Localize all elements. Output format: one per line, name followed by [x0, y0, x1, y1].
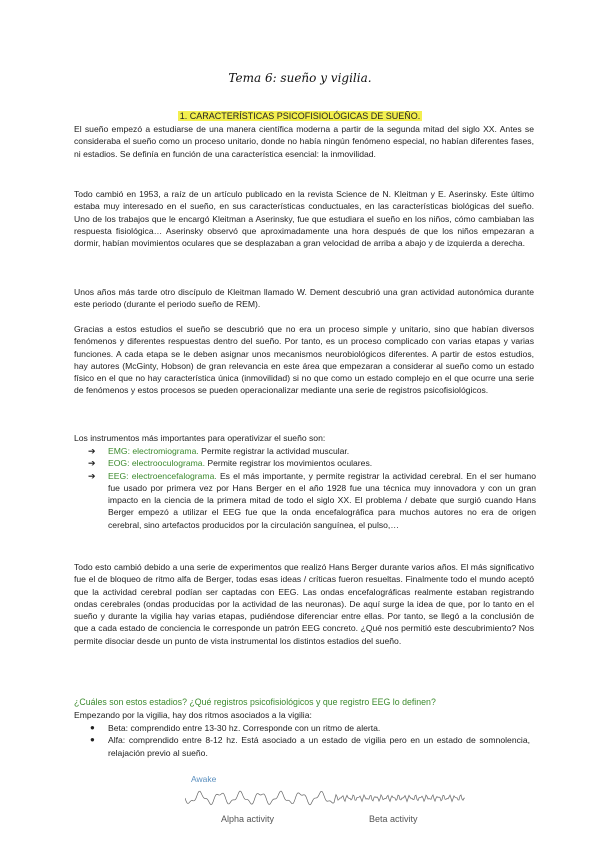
beta-label: Beta activity	[369, 814, 418, 824]
question-heading: ¿Cuáles son estos estadios? ¿Qué registros psicofisiológicos y que registro EEG lo definen?	[74, 697, 436, 707]
vigilia-intro: Empezando por la vigilia, hay dos ritmos asociados a la vigilia:	[74, 710, 312, 720]
list-item	[90, 722, 530, 734]
paragraph-1953: Todo cambió en 1953, a raíz de un artículo publicado en la revista Science de N. Kleitman y E. Aserinsky. Este último estaba muy interesado en el sueño, en sus características conductuales, en las características biológicas del sueño. Uno de los trabajos que le encargó Kleitman a Aserinsky, fue que estudiara el sueño en los niños, cómo cambiaban las respuesta fisiológica… Aserinsky observó que aproximadamente una hora después de que los niños empezaran a dormir, habían movimientos oculares que se desplazaban a gran velocidad de arriba a abajo y de izquierda a derecha.	[74, 189, 534, 249]
paragraph-studies: Gracias a estos estudios el sueño se descubrió que no era un proceso simple y unitario, sino que habían diversos fenómenos y diferentes respuestas dentro del sueño. Por tanto, es un proceso complicado con varias etapas y varias funciones. A cada etapa se le deben asignar unos mecanismos neurobiológicos diferentes. A partir de estos estudios, hay autores (McGinty, Hobson) de gran relevancia en este área que empezaran a considerar al sueño como un estado físico en el que no hay característica única (inmovilidad) si no que como un estado complejo en el que ocurre una serie de fenómenos y estos procesos se pueden operacionalizar mediante una serie de registros psicofisiológicos.	[74, 324, 534, 396]
instrument-desc: Es el más importante, y permite registrar la actividad cerebral. En el ser humano fue usado por primera vez por Hans Berger en el año 1928 fue una técnica muy innovadora y con un gran impacto en la ciencia de la primera mitad de todo el siglo XX. El problema / debate que surgió cuando Hans Berger empezó a utilizar el EEG fue que la onda encefalográfica para muchos autores no era de origen cerebral, sino artefactos producidos por la circulación sanguínea, el pulso,…	[108, 470, 536, 530]
paragraph-intro: El sueño empezó a estudiarse de una manera científica moderna a partir de la segunda mitad del siglo XX. Antes se consideraba el sueño como un proceso unitario, donde no había ningún fenómeno especial, no habían diferentes fases, ni estadios. Se definía en función de una característica esencial: la inmovilidad.	[74, 124, 534, 159]
paragraph-berger: Todo esto cambió debido a una serie de experimentos que realizó Hans Berger durante varios años. El más significativo fue el de bloqueo de ritmo alfa de Berger, todas esas ideas / críticas fueron resueltas. Finalmente todo el mundo aceptó que la actividad cerebral podían ser captadas con EEG. Las ondas encefalográficas realmente estaban registrando ondas cerebrales (ondas producidas por la actividad de las neuronas). De aquí surge la idea de que, por lo tanto en el sueño y durante la vigilia hay varias etapas, pudiéndose diferenciar entre ellas. Por tanto, se llegó a la conclusión de que a cada estado de conciencia le corresponde un patrón EEG concreto. ¿Qué nos permitió este descubrimiento? Nos permite disociar desde un punto de vista instrumental los distintos estadios del sueño.	[74, 562, 534, 646]
arrow-icon: ➔	[88, 470, 96, 481]
alpha-label: Alpha activity	[221, 814, 275, 824]
awake-label: Awake	[191, 774, 217, 784]
section-heading-text: 1. CARACTERÍSTICAS PSICOFISIOLÓGICAS DE SUEÑO.	[179, 111, 421, 121]
bullet-icon: ●	[90, 735, 95, 745]
instrument-term: EMG: electromiograma.	[108, 446, 199, 456]
instrument-term: EEG: electroencefalograma.	[108, 470, 217, 481]
list-item	[88, 445, 536, 457]
page-title: Tema 6: sueño y vigilia.	[228, 71, 372, 85]
rhythm-text: Alfa: comprendido entre 8-12 hz. Está asociado a un estado de vigilia pero en un estado de somnolencia, relajación previo al sueño.	[108, 735, 530, 758]
section-heading	[0, 110, 600, 122]
instruments-list	[88, 445, 536, 531]
arrow-icon: ➔	[88, 458, 96, 469]
instruments-intro: Los instrumentos más importantes para operativizar el sueño son:	[74, 433, 326, 443]
list-item	[88, 457, 536, 469]
list-item	[90, 734, 530, 759]
rhythms-list	[90, 722, 530, 759]
paragraph-dement: Unos años más tarde otro discípulo de Kleitman llamado W. Dement descubrió una gran actividad autonómica durante este periodo (durante el periodo sueño de REM).	[74, 287, 534, 310]
arrow-icon: ➔	[88, 446, 96, 456]
bullet-icon: ●	[90, 723, 95, 732]
instrument-desc: Permite registrar la actividad muscular.	[198, 446, 350, 456]
instrument-desc: Permite registrar los movimientos oculares.	[204, 458, 373, 469]
rhythm-text: Beta: comprendido entre 13-30 hz. Corresponde con un ritmo de alerta.	[108, 723, 381, 733]
list-item	[88, 470, 536, 531]
eeg-figure	[185, 773, 465, 833]
instrument-term: EOG: electrooculograma.	[108, 458, 205, 469]
eeg-waveform-icon	[185, 785, 465, 811]
